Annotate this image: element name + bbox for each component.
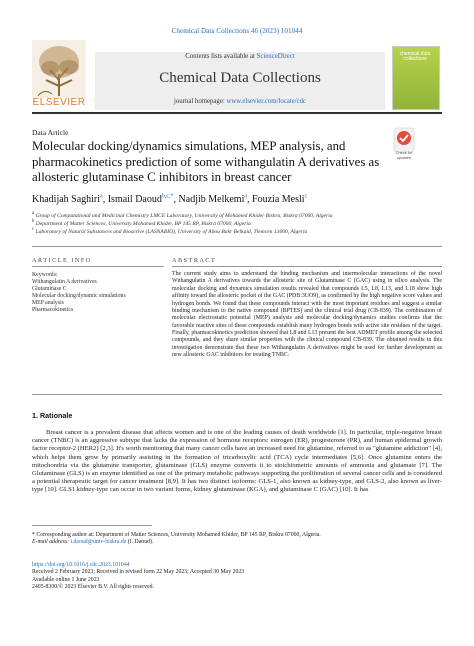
author-list — [32, 194, 307, 205]
affiliation-b — [32, 219, 452, 227]
affiliation-a — [32, 211, 452, 219]
received-dates: Received 2 February 2023; Received in revised form 22 May 2023; Accepted 30 May 2023 — [32, 569, 245, 576]
section-heading: 1. Rationale — [32, 411, 73, 420]
contents-prefix: Contents lists available at — [185, 53, 257, 60]
email-label: E-mail address: — [32, 539, 71, 546]
journal-citation[interactable]: Chemical Data Collections 46 (2023) 101044 — [171, 27, 303, 35]
author-4[interactable] — [252, 194, 307, 205]
author-name: Khadijah Saghiri — [32, 194, 101, 206]
corresponding-author-note: * Corresponding author at: Department of Matter Sciences, University Mohamed Khider, BP 145 RP, Biskra 07000, Algeria. — [32, 532, 321, 538]
article-info-rule — [32, 266, 164, 267]
abstract-heading: ABSTRACT — [172, 257, 217, 264]
author-affiliation-mark[interactable]: a — [100, 194, 103, 200]
publication-info — [32, 562, 442, 592]
author-name: Fouzia Mesli — [252, 194, 305, 206]
elsevier-tree-logo — [32, 40, 86, 104]
journal-title: Chemical Data Collections — [159, 70, 321, 86]
keyword: Withangulatin A derivatives — [32, 279, 97, 285]
keyword: Pharmacokinetics — [32, 307, 74, 314]
affiliation-mark: c — [32, 227, 35, 232]
author-separator: , — [173, 194, 179, 206]
article-title: Molecular docking/dynamics simulations, MEP analysis, and pharmacokinetics prediction of some withangulatin A derivatives as allosteric glutaminase C inhibitors in breast cancer — [32, 139, 380, 184]
email-link[interactable]: i.daoud@univ-biskra.dz — [70, 539, 127, 546]
abstract-divider — [32, 394, 442, 395]
abstract-text: The current study aims to understand the binding mechanism and intermolecular interactions of the novel Withangulatin A derivatives towards the allosteric site of Glutaminase C (GAC) using in silico analysis. The molecular docking and dynamics simulation results revealed that compounds L5, L8, L13, and L18 show high affinity toward the allosteric pocket of the GAC (PDB:3UO9), as confirmed by the high negative score values and hydrogen bonds. We found that these compounds interact with the most important residues and suggest a similar binding mechanism to the native compound (BPTES) and the clinical trial drug (CB-839). The combination of molecular electrostatic potential (MEP) analysis and molecular docking/dynamics studies confirms that the favorable reactive sites of these compounds establish many hydrogen bonds with active site residues of the target. Finally, pharmacokinetics prediction showed that L8 and L13 present the best ADMET profile among the selected compounds, and they share similar properties with the clinical compound CB-839. The obtained results in this investigation demonstrate that these two Withangulatin A derivatives might be used for further development as new allosteric GAC inhibitors for treating TNBC. — [172, 271, 442, 359]
keyword: Glutaminase C — [32, 286, 67, 293]
author-3[interactable] — [179, 194, 253, 205]
author-separator: , — [102, 194, 108, 206]
publisher-name: ELSEVIER — [32, 97, 86, 108]
author-separator: , — [247, 194, 253, 206]
affiliation-text: Group of Computational and Medicinal Chemistry LMCE Laboratory, University of Mohamed Khider Biskra, Biskra 07000, Algeria — [35, 212, 333, 219]
header-divider — [32, 112, 442, 114]
author-affiliation-mark[interactable]: c — [304, 194, 308, 200]
affiliation-text: Department of Matter Sciences, University Mohamed Khider, BP 145 RP, Biskra 07000, Algeria — [35, 220, 251, 227]
affiliation-c — [32, 227, 452, 235]
author-name: Ismail Daoud — [107, 194, 162, 206]
article-type: Data Article — [32, 128, 69, 137]
journal-homepage-line — [95, 98, 385, 105]
keyword: Molecular docking/dynamic simulations — [32, 293, 126, 300]
homepage-prefix: journal homepage: — [173, 98, 227, 105]
check-for-updates-label[interactable]: Check for updates — [395, 150, 413, 160]
corresponding-footnote — [32, 532, 442, 546]
contents-line — [95, 53, 385, 60]
author-2[interactable] — [108, 194, 179, 205]
email-line — [32, 539, 442, 546]
keywords-label: Keywords: — [32, 272, 58, 278]
article-info-heading: ARTICLE INFO — [32, 257, 92, 264]
homepage-link[interactable]: www.elsevier.com/locate/cdc — [226, 98, 307, 105]
email-suffix: (I. Daoud). — [126, 539, 154, 546]
keyword: MEP analysis — [32, 300, 64, 307]
copyright-line: 2405-8300/© 2023 Elsevier B.V. All rights reserved. — [32, 584, 154, 591]
author-name: Nadjib Melkemi — [178, 194, 245, 206]
author-1[interactable] — [32, 194, 108, 205]
abstract-rule — [172, 266, 442, 267]
section-body-text: Breast cancer is a prevalent disease that affects women and is one of the leading causes of death worldwide [1]. In particular, triple-negative breast cancer (TNBC) is an aggressive subtype that lacks the expression of hormone receptors: estrogen (ER), progesterone (PR), and human epidermal growth factor receptor-2 (HER2) [2,3]. It's worth mentioning that many cancer cells have an increased need for glutamine, referred to as "glutamine addiction" [4], which helps them grow by primarily assisting in the formation of tricarboxylic acid (TCA) cycle intermediates [5,6]. Once glutamine enters the mitochondria via the glutamine transporter, glutaminase (GLS) enzyme converts it to stoichiometric amounts of ammonia and glutamate [7]. The Glutaminase (GLS) is an enzyme identified as one of the primary metabolic pathways supporting the proliferation of several cancer cells and is considered a potential therapeutic target for cancer treatment [8,9]. It has two distinct isoforms: GLS-1, also known as kidney-type, and GLS-2, also known as liver-type [10]. GLS1 kidney-type can occur in two variant forms, kidney glutaminase (KGA), and glutaminase C (GAC) [10]. It has — [32, 429, 442, 494]
cover-title-text: chemical data collections — [399, 51, 431, 62]
author-affiliation-mark[interactable]: a — [244, 194, 248, 200]
doi-link[interactable]: https://doi.org/10.1016/j.cdc.2023.101044 — [32, 562, 130, 568]
sciencedirect-link[interactable]: ScienceDirect — [256, 53, 295, 60]
author-affiliation-mark[interactable]: b,c,* — [161, 194, 174, 200]
affiliation-mark: b — [32, 219, 35, 224]
affiliation-text: Laboratory of Natural Substances and Bioactive (LASNABIO), University of Abou Bakr Belkaid, Tlemcen 13000, Algeria — [35, 228, 308, 235]
affiliation-divider — [32, 246, 442, 247]
keywords-list — [32, 279, 126, 314]
affiliation-mark: a — [32, 211, 35, 216]
available-online: Available online 1 June 2023 — [32, 576, 100, 583]
footnote-divider — [32, 525, 152, 526]
